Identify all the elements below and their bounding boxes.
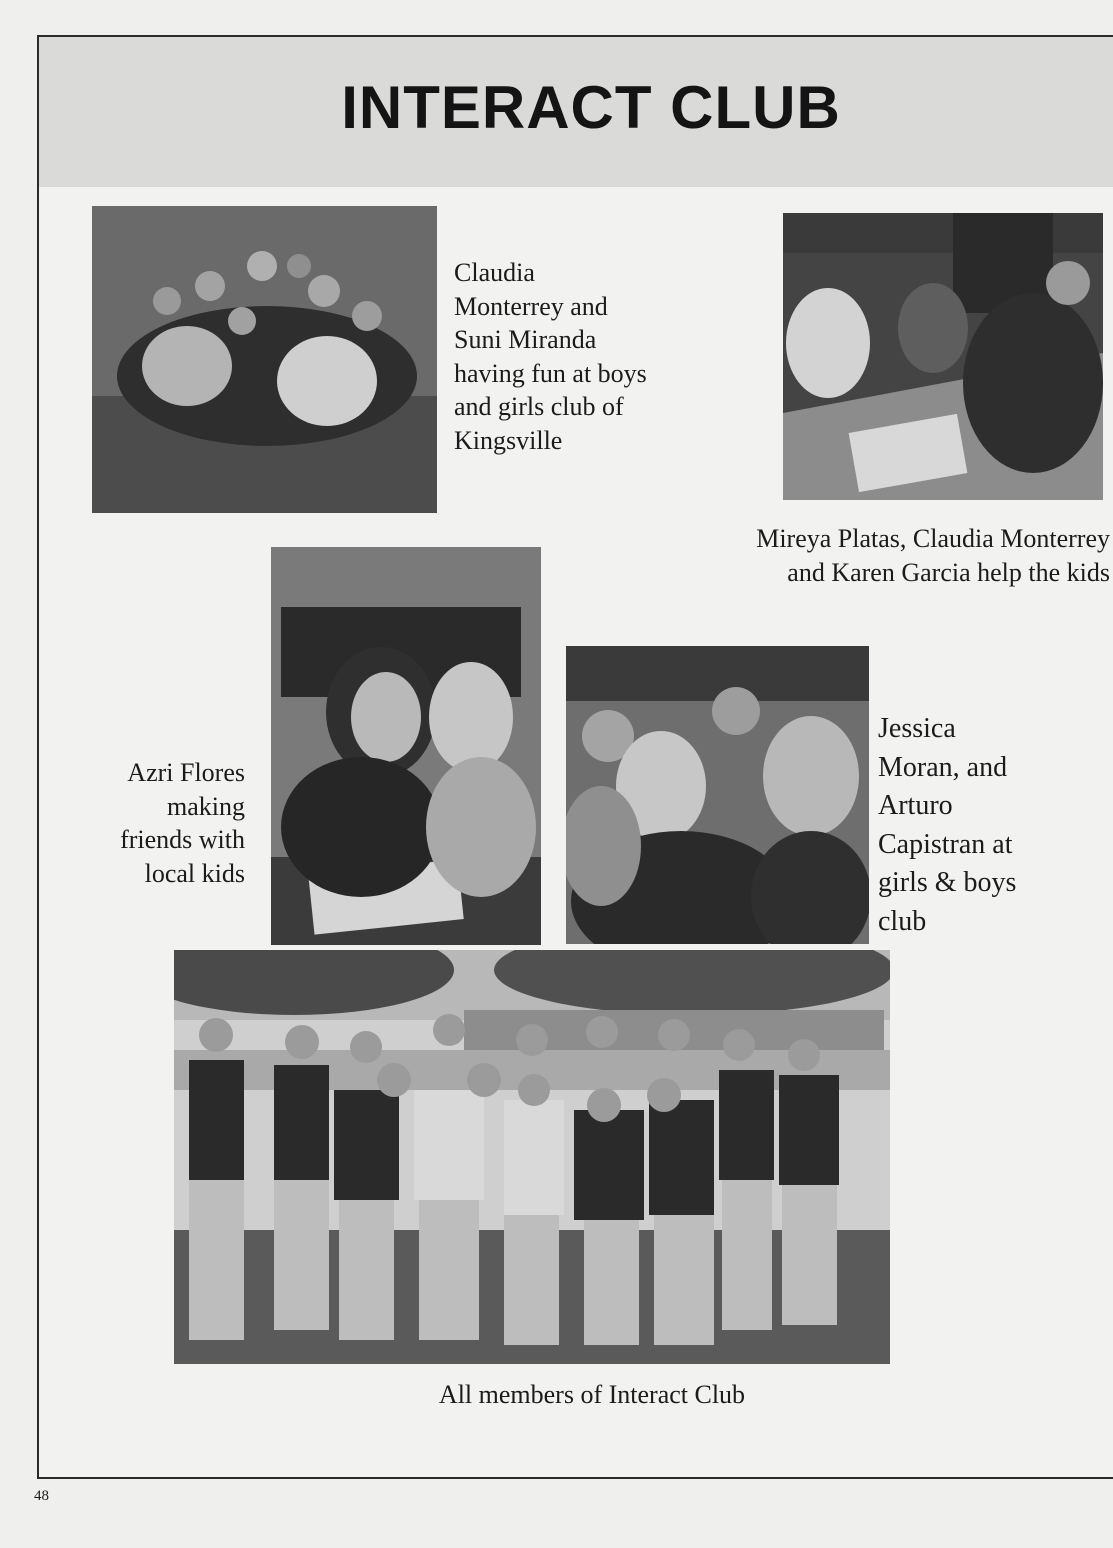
photo-jessica-arturo <box>566 646 869 944</box>
caption-mireya-group: Mireya Platas, Claudia Monterrey and Karen Garcia help the kids <box>756 524 1110 587</box>
page-title: INTERACT CLUB <box>341 74 841 141</box>
caption-jessica-arturo: Jessica Moran, and Arturo Capistran at girls & boys club <box>878 713 1017 937</box>
page-number: 48 <box>34 1488 49 1504</box>
caption-all-members: All members of Interact Club <box>438 1380 746 1409</box>
caption-claudia-suni: Claudia Monterrey and Suni Miranda having fun at boys and girls club of Kingsville <box>454 258 647 455</box>
photo-table-activity <box>783 213 1103 500</box>
caption-azri-flores: Azri Flores making friends with local kids <box>120 758 245 888</box>
photo-azri-flores <box>271 547 541 945</box>
photo-all-members <box>174 950 890 1364</box>
photo-kids-group <box>92 206 437 513</box>
